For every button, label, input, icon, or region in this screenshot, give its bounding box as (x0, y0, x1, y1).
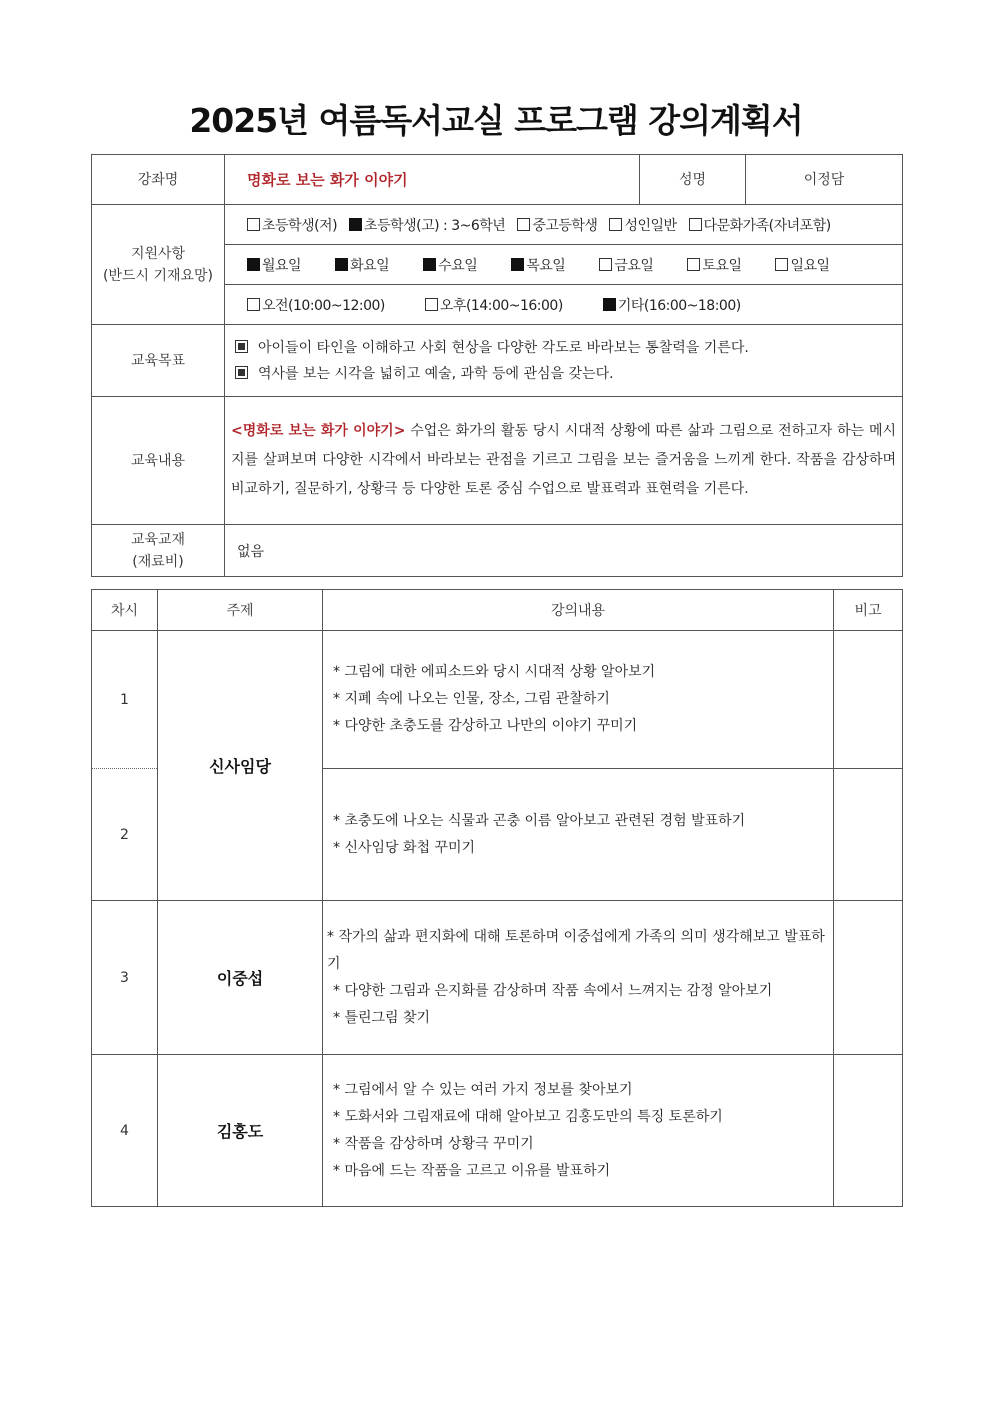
bullet-square-icon (235, 366, 248, 379)
checkbox-label: 수요일 (438, 257, 478, 274)
checkbox-option[interactable] (335, 255, 389, 275)
checkbox-option[interactable] (247, 295, 385, 315)
goal-label: 교육목표 (92, 325, 225, 397)
lecture-content: * 그림에 대한 에피소드와 당시 시대적 상황 알아보기 * 지폐 속에 나오는 인물, 장소, 그림 관찰하기 * 다양한 초충도를 감상하고 나만의 이야기 꾸미기 (323, 631, 834, 769)
bullet-square-icon (235, 340, 248, 353)
teacher-name-label: 성명 (640, 155, 746, 205)
checkbox-label: 성인일반 (624, 217, 677, 234)
checkbox-option[interactable] (689, 215, 831, 235)
checkbox-label: 기타(16:00~18:00) (617, 297, 741, 314)
support-label (92, 205, 225, 325)
day-options (225, 245, 903, 285)
lecture-content: * 초충도에 나오는 식물과 곤충 이름 알아보고 관련된 경험 발표하기 * 신사임당 화첩 꾸미기 (323, 769, 834, 901)
session-note (834, 769, 903, 901)
checkbox-label: 오전(10:00~12:00) (262, 297, 385, 314)
empty-box-icon[interactable] (689, 218, 702, 231)
session-note (834, 901, 903, 1055)
support-label-line-2: (반드시 기재요망) (102, 267, 214, 284)
header-note: 비고 (834, 590, 903, 631)
empty-box-icon[interactable] (687, 258, 700, 271)
course-info-table (91, 154, 903, 577)
lecture-content: * 작가의 삶과 편지화에 대해 토론하며 이중섭에게 가족의 의미 생각해보고 발표하기 * 다양한 그림과 은지화를 감상하며 작품 속에서 느껴지는 감정 알아보기 * 틀린그림 찾기 (323, 901, 834, 1055)
session-topic: 신사임당 (158, 631, 323, 901)
checkbox-label: 다문화가족(자녀포함) (703, 217, 831, 234)
session-number: 2 (92, 769, 158, 901)
page-title: 2025년 여름독서교실 프로그램 강의계획서 (189, 101, 803, 140)
checked-box-icon[interactable] (423, 258, 436, 271)
checkbox-label: 중고등학생 (532, 217, 598, 234)
checkbox-option[interactable] (247, 215, 337, 235)
checkbox-option[interactable] (603, 295, 741, 315)
content-label: 교육내용 (92, 397, 225, 525)
session-note (834, 631, 903, 769)
goal-item: 아이들이 타인을 이해하고 사회 현상을 다양한 각도로 바라보는 통찰력을 기른다. (235, 335, 902, 361)
checkbox-option[interactable] (349, 215, 505, 235)
checked-box-icon[interactable] (247, 258, 260, 271)
header-topic: 주제 (158, 590, 323, 631)
empty-box-icon[interactable] (775, 258, 788, 271)
checkbox-option[interactable] (687, 255, 741, 275)
checkbox-label: 목요일 (526, 257, 566, 274)
header-session: 차시 (92, 590, 158, 631)
goal-list (225, 325, 903, 397)
session-note (834, 1055, 903, 1207)
empty-box-icon[interactable] (247, 218, 260, 231)
session-number: 4 (92, 1055, 158, 1207)
empty-box-icon[interactable] (599, 258, 612, 271)
lecture-content: * 그림에서 알 수 있는 여러 가지 정보를 찾아보기 * 도화서와 그림재료에 대해 알아보고 김홍도만의 특징 토론하기 * 작품을 감상하며 상황극 꾸미기 * 마음에 드는 작품을 고르고 이유를 발표하기 (323, 1055, 834, 1207)
table-row (92, 1055, 903, 1207)
checkbox-label: 화요일 (350, 257, 390, 274)
checkbox-label: 초등학생(고) : 3~6학년 (364, 217, 506, 234)
checkbox-label: 월요일 (262, 257, 302, 274)
content-description (225, 397, 903, 525)
header-content: 강의내용 (323, 590, 834, 631)
table-row (92, 901, 903, 1055)
checkbox-option[interactable] (517, 215, 597, 235)
checkbox-option[interactable] (423, 255, 477, 275)
checkbox-label: 금요일 (614, 257, 654, 274)
checkbox-label: 오후(14:00~16:00) (439, 297, 563, 314)
material-label: 교육교재 (재료비) (92, 525, 225, 577)
checkbox-option[interactable] (609, 215, 676, 235)
target-options (225, 205, 903, 245)
checkbox-option[interactable] (775, 255, 829, 275)
checked-box-icon[interactable] (603, 298, 616, 311)
checkbox-label: 일요일 (790, 257, 830, 274)
checkbox-label: 초등학생(저) (262, 217, 338, 234)
time-options (225, 285, 903, 325)
session-topic: 이중섭 (158, 901, 323, 1055)
checked-box-icon[interactable] (335, 258, 348, 271)
empty-box-icon[interactable] (247, 298, 260, 311)
schedule-table (91, 589, 903, 1207)
content-body: 수업은 화가의 활동 당시 시대적 상황에 따른 삶과 그림으로 전하고자 하는 메시지를 살펴보며 다양한 시각에서 바라보는 관점을 기르고 그림을 보는 즐거움을 느끼게 한다. 작품을 감상하며 비교하기, 질문하기, 상황극 등 다양한 토론 중심 수업으로 발표력과 표현력을 기른다. (231, 423, 897, 497)
checkbox-option[interactable] (247, 255, 301, 275)
teacher-name-value: 이정담 (746, 155, 903, 205)
session-number: 1 (92, 631, 158, 769)
material-value: 없음 (225, 525, 903, 577)
checkbox-option[interactable] (511, 255, 565, 275)
checkbox-label: 토요일 (702, 257, 742, 274)
session-topic: 김홍도 (158, 1055, 323, 1207)
checkbox-option[interactable] (425, 295, 563, 315)
empty-box-icon[interactable] (517, 218, 530, 231)
checked-box-icon[interactable] (349, 218, 362, 231)
checked-box-icon[interactable] (511, 258, 524, 271)
empty-box-icon[interactable] (609, 218, 622, 231)
table-row (92, 631, 903, 769)
support-label-line-1: 지원사항 (130, 245, 186, 262)
checkbox-option[interactable] (599, 255, 653, 275)
empty-box-icon[interactable] (425, 298, 438, 311)
course-name-value: 명화로 보는 화가 이야기 (225, 155, 640, 205)
content-highlight: <명화로 보는 화가 이야기> (231, 423, 406, 439)
session-number: 3 (92, 901, 158, 1055)
course-name-label: 강좌명 (92, 155, 225, 205)
goal-item: 역사를 보는 시각을 넓히고 예술, 과학 등에 관심을 갖는다. (235, 361, 902, 387)
